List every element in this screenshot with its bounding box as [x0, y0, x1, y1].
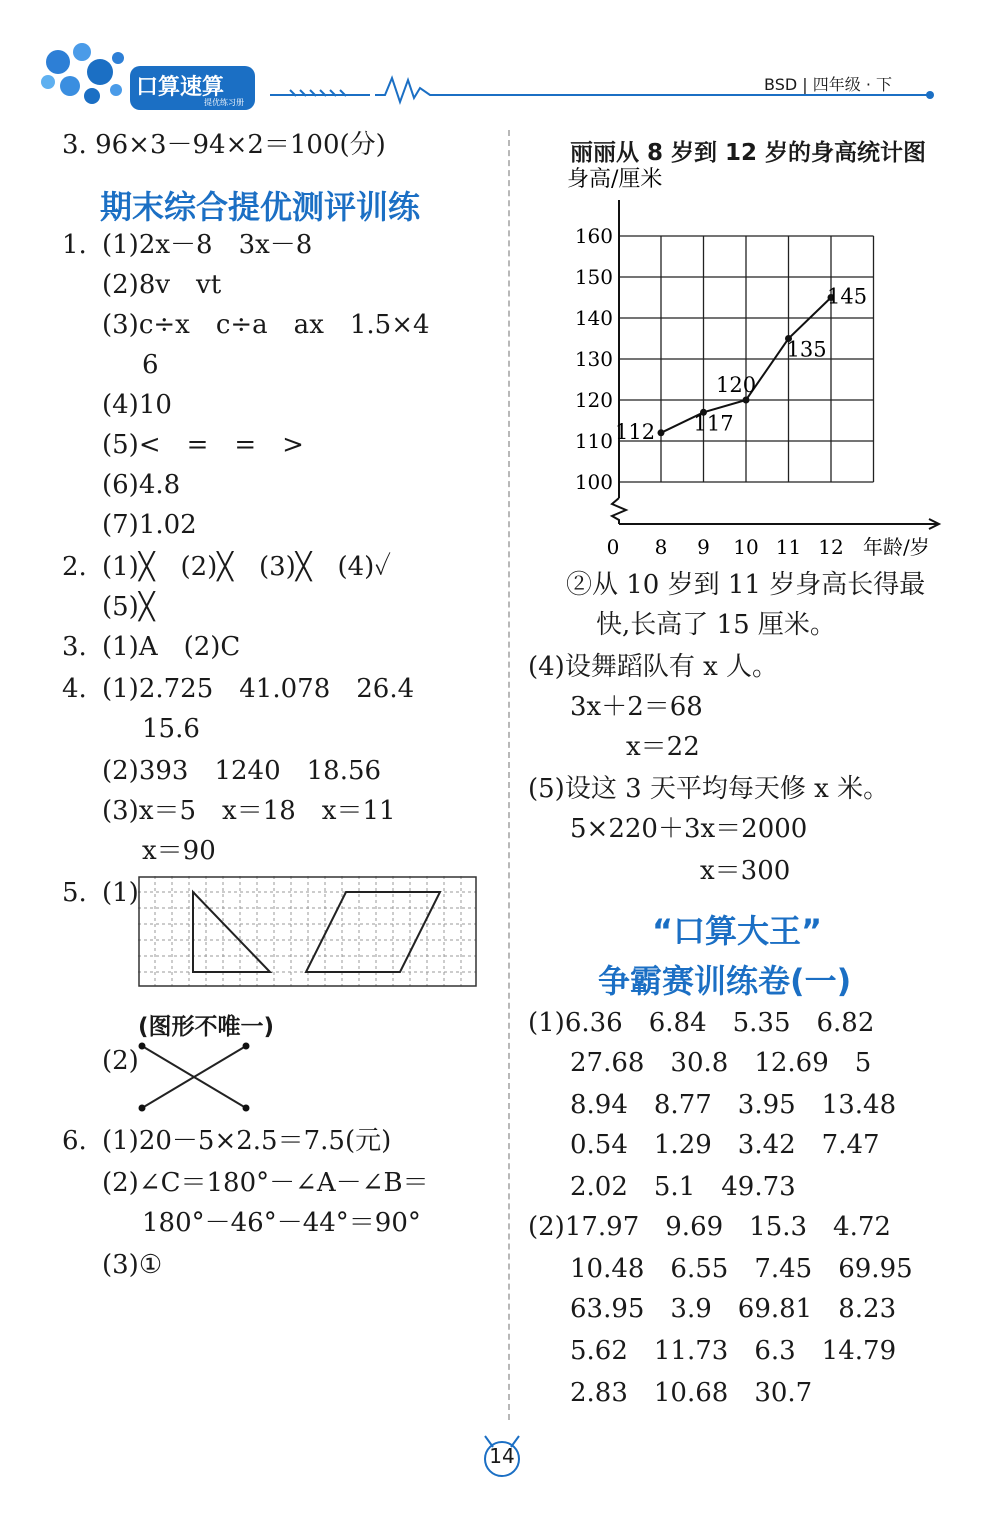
answer-line-3: 3. 96×3－94×2＝100(分) — [62, 130, 386, 160]
q1-label: 1. — [62, 230, 87, 260]
q1-answer-3-cont: 6 — [142, 350, 159, 380]
y-axis-label: 身高/厘米 — [567, 167, 663, 192]
q1-answer-7: (7)1.02 — [102, 510, 197, 540]
grade-label: 四年级 · 下 — [812, 75, 892, 94]
crossing-lines-figure — [136, 1040, 256, 1116]
r-q4-line-1: (4)设舞蹈队有 x 人。 — [528, 652, 779, 682]
x-axis-label: 年龄/岁 — [863, 535, 930, 559]
q5-answer-2-label: (2) — [102, 1046, 139, 1076]
q4-label: 4. — [62, 674, 87, 704]
right-triangle-shape — [193, 892, 270, 972]
q6-answer-2-cont: 180°－46°－44°＝90° — [142, 1208, 421, 1238]
section-title-contest-paper: 争霸赛训练卷(一) — [598, 962, 852, 1000]
q6-answer-2: (2)∠C＝180°－∠A－∠B＝ — [102, 1168, 429, 1198]
p2-row-5: 2.83 10.68 30.7 — [570, 1378, 813, 1408]
y-tick-label-110: 110 — [574, 429, 613, 453]
x-tick-label-8: 8 — [654, 535, 668, 559]
q1-answer-3: (3)c÷x c÷a ax 1.5×4 — [102, 310, 430, 340]
x-tick-label-9: 9 — [697, 535, 710, 559]
p2-row-1: (2)17.97 9.69 15.3 4.72 — [528, 1212, 891, 1242]
y-tick-label-100: 100 — [574, 470, 613, 494]
data-label-age-8: 112 — [615, 419, 656, 444]
logo-bubbles-icon — [41, 43, 124, 104]
q1-answer-2: (2)8v vt — [102, 270, 222, 300]
x-tick-label-12: 12 — [818, 535, 844, 559]
p1-row-4: 0.54 1.29 3.42 7.47 — [570, 1130, 880, 1160]
y-tick-label-130: 130 — [574, 347, 613, 371]
logo-title: 口算速算 — [136, 75, 225, 100]
y-tick-label-120: 120 — [574, 388, 613, 412]
q4-answer-1-cont: 15.6 — [142, 714, 200, 744]
q2-answer-2: (5)╳ — [102, 592, 155, 622]
q5-label: 5. — [62, 878, 87, 908]
x-tick-label-10: 10 — [733, 535, 759, 559]
header-wave-decoration — [270, 78, 520, 102]
section-title-mental-math-king: “口算大王” — [652, 912, 823, 950]
edition-label — [764, 72, 892, 95]
q6-label: 6. — [62, 1126, 87, 1156]
p1-row-5: 2.02 5.1 49.73 — [570, 1172, 796, 1202]
y-tick-label-150: 150 — [574, 265, 613, 289]
chart-heading: 丽丽从 8 岁到 12 岁的身高统计图 — [570, 140, 927, 166]
q6-answer-1: (1)20－5×2.5＝7.5(元) — [102, 1126, 392, 1156]
answer-2-line-b: 快,长高了 15 厘米。 — [596, 610, 836, 640]
q1-answer-5: (5)< = = > — [102, 430, 304, 460]
r-q4-line-2: 3x＋2＝68 — [570, 692, 703, 722]
p1-row-2: 27.68 30.8 12.69 5 — [570, 1048, 872, 1078]
q1-answer-1: (1)2x－8 3x－8 — [102, 230, 313, 260]
p1-row-1: (1)6.36 6.84 5.35 6.82 — [528, 1008, 875, 1038]
logo-subtitle: 提优练习册 — [204, 98, 244, 107]
q4-answer-3: (3)x＝5 x＝18 x＝11 — [102, 796, 396, 826]
q2-label: 2. — [62, 552, 87, 582]
x-tick-label-11: 11 — [775, 535, 802, 559]
q5-answer-1-label: (1) — [102, 878, 139, 908]
p1-row-3: 8.94 8.77 3.95 13.48 — [570, 1090, 897, 1120]
y-tick-label-140: 140 — [574, 306, 613, 330]
edition-separator: | — [797, 75, 813, 94]
q4-answer-3-cont: x＝90 — [142, 836, 216, 866]
answer-2-line-a: ②从 10 岁到 11 岁身高长得最 — [566, 570, 926, 600]
axis-break-mark — [612, 498, 626, 524]
r-q5-line-2: 5×220＋3x＝2000 — [570, 814, 808, 844]
q2-answer-1: (1)╳ (2)╳ (3)╳ (4)✓ — [102, 552, 392, 582]
data-label-age-11: 135 — [786, 337, 827, 362]
r-q5-line-1: (5)设这 3 天平均每天修 x 米。 — [528, 774, 890, 804]
r-q4-line-3: x＝22 — [626, 732, 700, 762]
page-number: 14 — [489, 1444, 515, 1468]
r-q5-line-3: x＝300 — [700, 856, 791, 886]
p2-row-4: 5.62 11.73 6.3 14.79 — [570, 1336, 897, 1366]
y-tick-label-160: 160 — [574, 224, 613, 248]
data-point-age-10 — [743, 397, 750, 404]
p2-row-2: 10.48 6.55 7.45 69.95 — [570, 1254, 913, 1284]
q3-answer-1: (1)A (2)C — [102, 632, 241, 662]
data-label-age-10: 120 — [716, 373, 757, 397]
height-line-chart — [555, 162, 965, 562]
shapes-grid-figure — [138, 876, 478, 988]
edition-code: BSD — [764, 75, 798, 94]
data-label-age-12: 145 — [827, 284, 868, 309]
section-title-final-review: 期末综合提优测评训练 — [100, 188, 421, 226]
column-divider — [508, 130, 510, 1420]
q4-answer-1: (1)2.725 41.078 26.4 — [102, 674, 415, 704]
q3-label: 3. — [62, 632, 87, 662]
parallelogram-shape — [306, 892, 440, 972]
q6-answer-3: (3)① — [102, 1250, 163, 1280]
q1-answer-6: (6)4.8 — [102, 470, 181, 500]
p2-row-3: 63.95 3.9 69.81 8.23 — [570, 1294, 897, 1324]
q5-note: (图形不唯一) — [138, 1014, 275, 1040]
data-point-age-8 — [658, 429, 665, 436]
header-rule-dot — [926, 91, 934, 99]
q4-answer-2: (2)393 1240 18.56 — [102, 756, 382, 786]
q1-answer-4: (4)10 — [102, 390, 172, 420]
data-label-age-9: 117 — [693, 411, 734, 436]
x-tick-label-0: 0 — [606, 535, 620, 559]
